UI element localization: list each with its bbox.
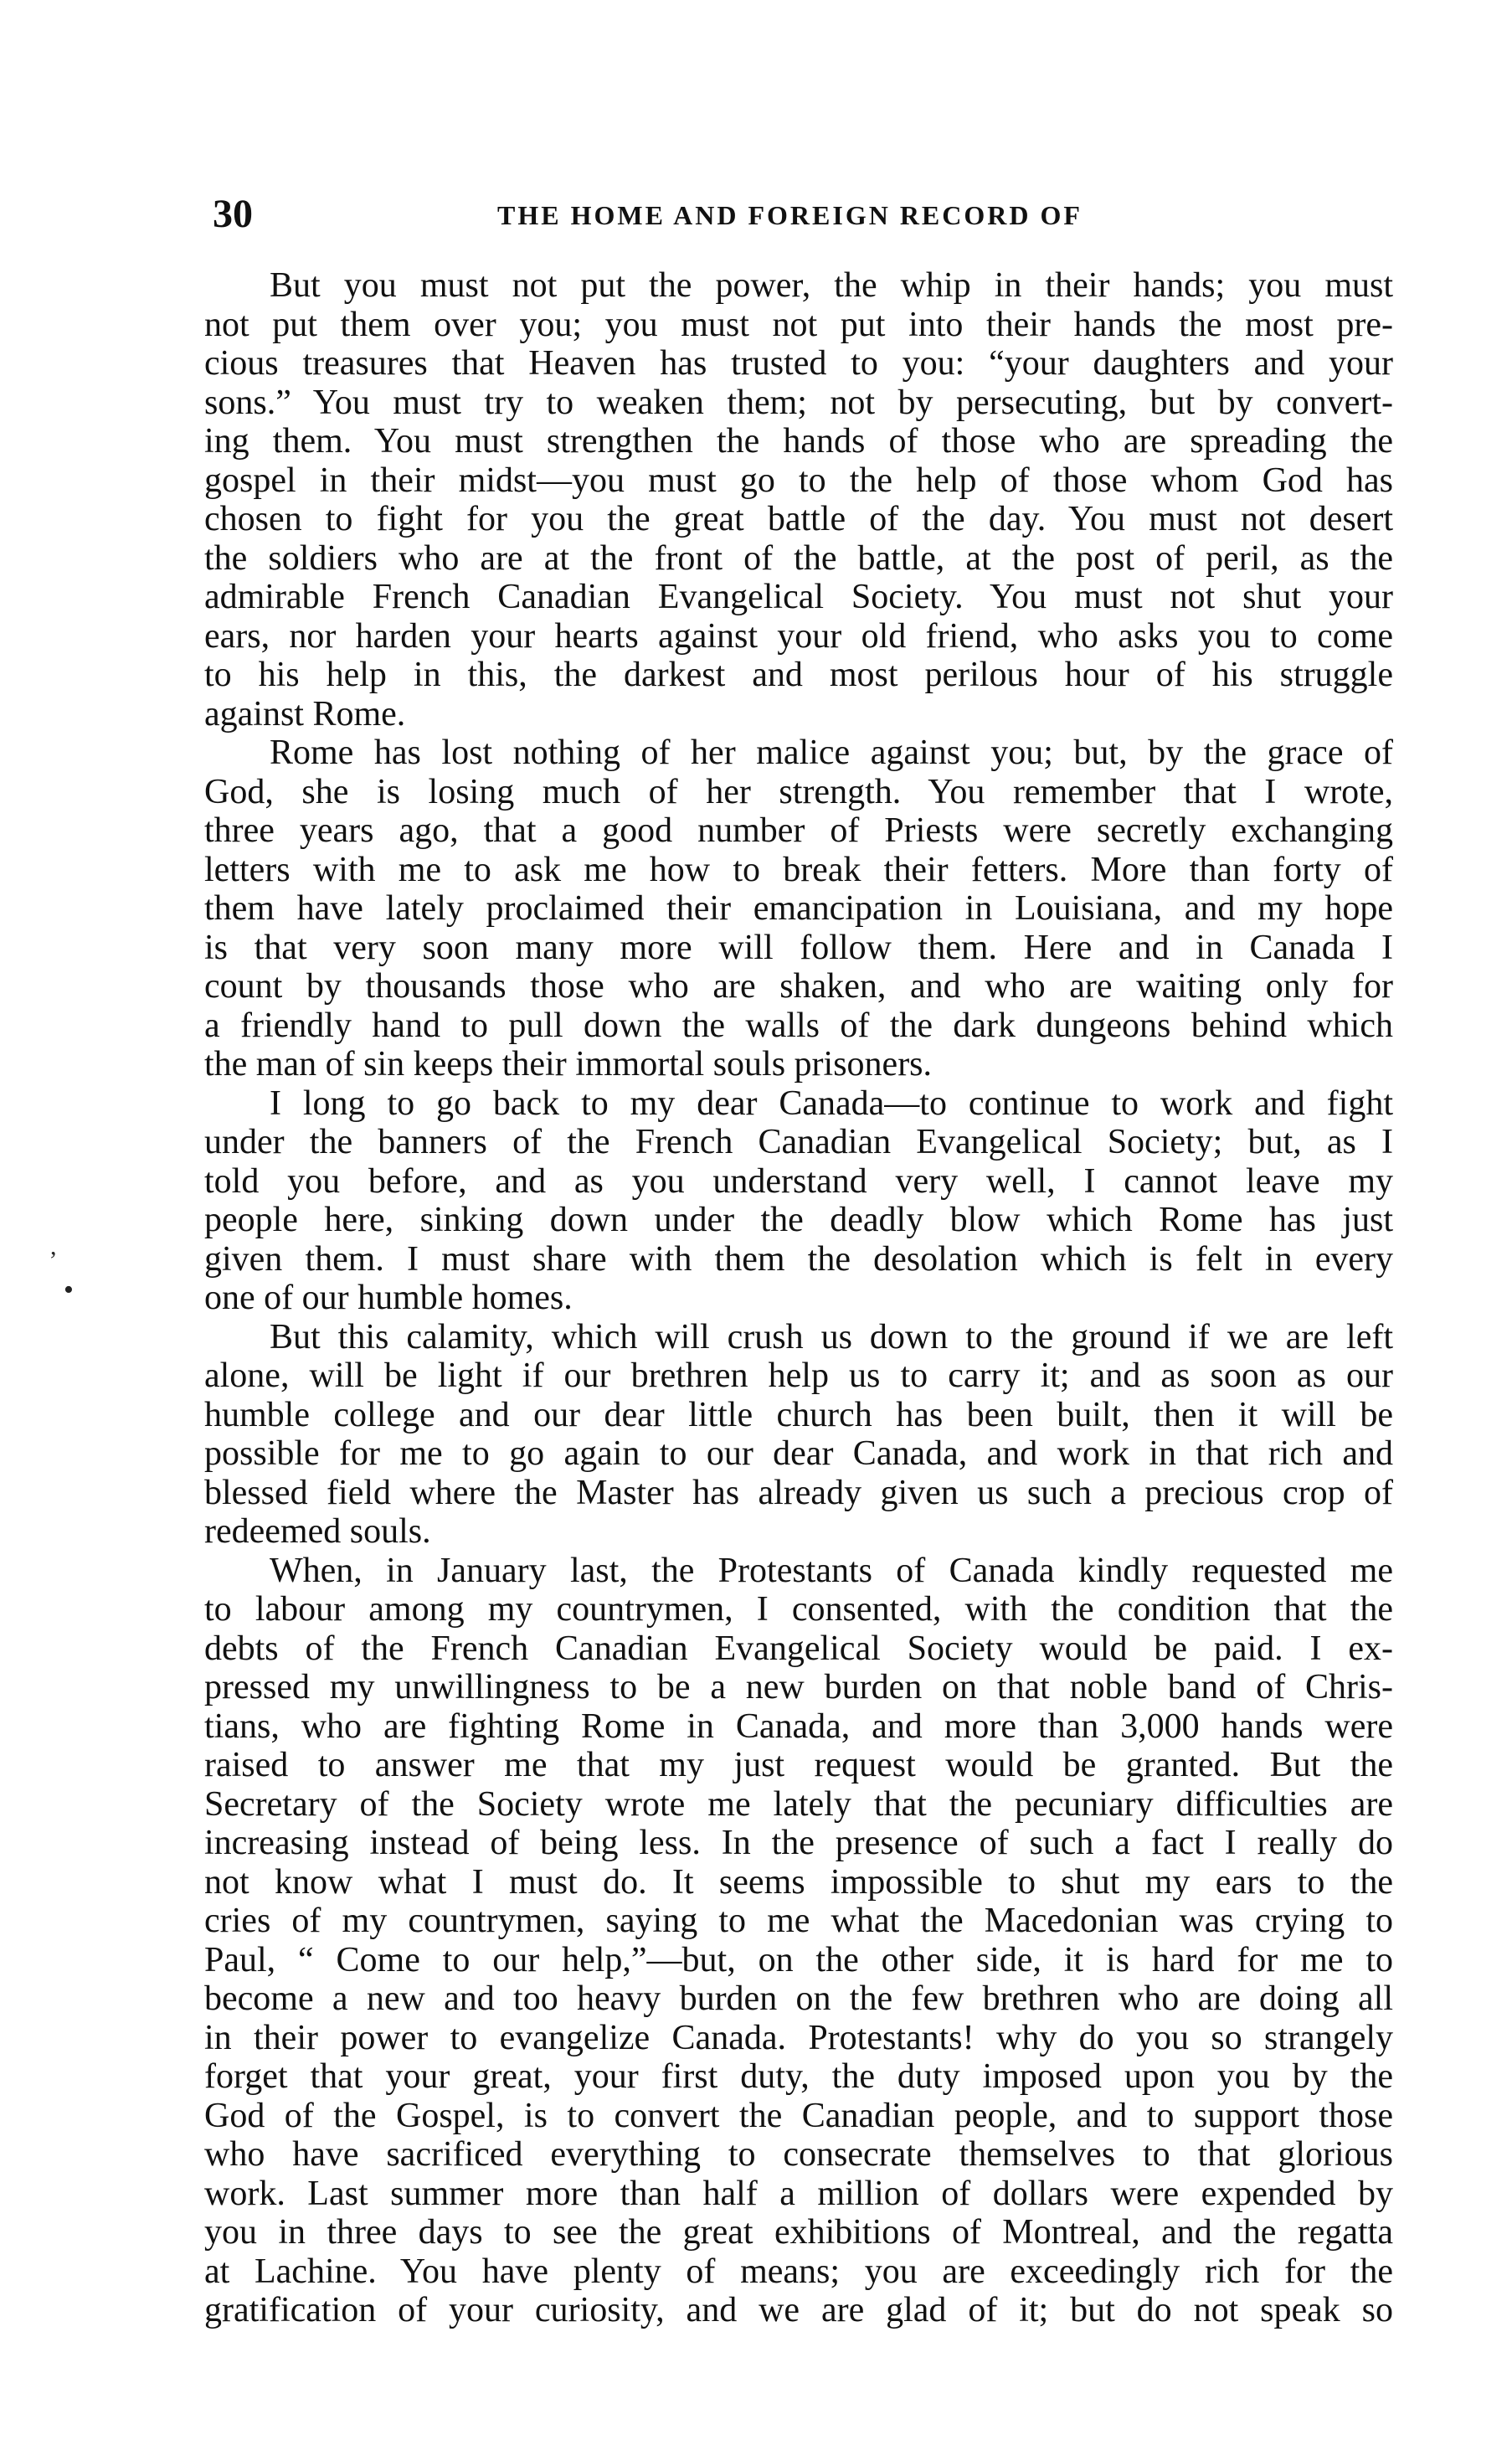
- text-line: not put them over you; you must not put into their hands the most pre-: [204, 305, 1393, 344]
- text-line: ing them. You must strengthen the hands of those who are spreading the: [204, 422, 1393, 461]
- text-line: become a new and too heavy burden on the few brethren who are doing all: [204, 1979, 1393, 2018]
- text-line: the soldiers who are at the front of the battle, at the post of peril, as the: [204, 538, 1393, 578]
- text-line: to labour among my countrymen, I consented, with the condition that the: [204, 1590, 1393, 1629]
- text-line: Secretary of the Society wrote me lately that the pecuniary difficulties are: [204, 1784, 1393, 1824]
- body-text: [204, 266, 1393, 2369]
- text-line: blessed field where the Master has already given us such a precious crop of: [204, 1473, 1393, 1512]
- text-line: chosen to fight for you the great battle of the day. You must not desert: [204, 500, 1393, 538]
- text-line: in their power to evangelize Canada. Protestants! why do you so strangely: [204, 2018, 1393, 2057]
- text-line: I long to go back to my dear Canada—to continue to work and fight: [270, 1084, 1393, 1123]
- text-line: one of our humble homes.: [204, 1279, 573, 1317]
- text-line: But this calamity, which will crush us down to the ground if we are left: [270, 1317, 1393, 1356]
- text-line: people here, sinking down under the deadly blow which Rome has just: [204, 1201, 1393, 1239]
- text-line: God, she is losing much of her strength. You remember that I wrote,: [204, 772, 1393, 811]
- text-line: the man of sin keeps their immortal souls prisoners.: [204, 1045, 933, 1084]
- text-line: at Lachine. You have plenty of means; you are exceedingly rich for the: [204, 2252, 1393, 2291]
- text-line: tians, who are fighting Rome in Canada, and more than 3,000 hands were: [204, 1706, 1393, 1746]
- text-line: cious treasures that Heaven has trusted to you: “your daughters and your: [204, 344, 1393, 383]
- text-line: Paul, “ Come to our help,”—but, on the other side, it is hard for me to: [204, 1940, 1393, 1979]
- text-line: When, in January last, the Protestants of Canada kindly requested me: [270, 1551, 1393, 1590]
- text-line: forget that your great, your first duty, the duty imposed upon you by the: [204, 2057, 1393, 2096]
- text-line: humble college and our dear little church has been built, then it will be: [204, 1395, 1393, 1434]
- text-line: raised to answer me that my just request would be granted. But the: [204, 1746, 1393, 1784]
- text-line: gratification of your curiosity, and we are glad of it; but do not speak so: [204, 2291, 1393, 2329]
- text-line: sons.” You must try to weaken them; not by persecuting, but by convert-: [204, 383, 1393, 422]
- text-line: told you before, and as you understand very well, I cannot leave my: [204, 1161, 1393, 1201]
- running-title: THE HOME AND FOREIGN RECORD OF: [497, 200, 1083, 230]
- text-line: cries of my countrymen, saying to me what the Macedonian was crying to: [204, 1902, 1393, 1940]
- text-line: gospel in their midst—you must go to the help of those whom God has: [204, 461, 1393, 500]
- margin-mark: ,: [50, 1233, 57, 1260]
- text-line: letters with me to ask me how to break their fetters. More than forty of: [204, 850, 1393, 889]
- text-line: [204, 2330, 1393, 2370]
- text-line: debts of the French Canadian Evangelical Society would be paid. I ex-: [204, 1629, 1393, 1668]
- text-line: against Rome.: [204, 694, 406, 734]
- page-number: 30: [213, 192, 253, 236]
- text-line: But you must not put the power, the whip in their hands; you must: [270, 266, 1393, 305]
- text-line: you in three days to see the great exhibitions of Montreal, and the regatta: [204, 2213, 1393, 2252]
- text-line: is that very soon many more will follow them. Here and in Canada I: [204, 928, 1393, 967]
- text-line: God of the Gospel, is to convert the Canadian people, and to support those: [204, 2096, 1393, 2135]
- text-line: alone, will be light if our brethren help us to carry it; and as soon as our: [204, 1356, 1393, 1395]
- text-line: them have lately proclaimed their emancipation in Louisiana, and my hope: [204, 889, 1393, 928]
- text-line: who have sacrificed everything to consecrate themselves to that glorious: [204, 2135, 1393, 2174]
- text-line: possible for me to go again to our dear Canada, and work in that rich and: [204, 1434, 1393, 1473]
- text-line: Rome has lost nothing of her malice against you; but, by the grace of: [270, 734, 1393, 772]
- text-line: count by thousands those who are shaken, and who are waiting only for: [204, 967, 1393, 1006]
- text-line: a friendly hand to pull down the walls of the dark dungeons behind which: [204, 1006, 1393, 1045]
- text-line: admirable French Canadian Evangelical Society. You must not shut your: [204, 578, 1393, 616]
- text-line: ears, nor harden your hearts against your old friend, who asks you to come: [204, 616, 1393, 656]
- text-line: given them. I must share with them the desolation which is felt in every: [204, 1239, 1393, 1279]
- margin-bullet: •: [64, 1274, 74, 1305]
- text-line: increasing instead of being less. In the presence of such a fact I really do: [204, 1824, 1393, 1862]
- text-line: not know what I must do. It seems impossible to shut my ears to the: [204, 1862, 1393, 1902]
- text-line: to his help in this, the darkest and most perilous hour of his struggle: [204, 656, 1393, 694]
- text-line: three years ago, that a good number of Priests were secretly exchanging: [204, 811, 1393, 850]
- text-line: pressed my unwillingness to be a new burden on that noble band of Chris-: [204, 1668, 1393, 1706]
- text-line: under the banners of the French Canadian Evangelical Society; but, as I: [204, 1123, 1393, 1161]
- text-line: redeemed souls.: [204, 1512, 431, 1551]
- page-header: [213, 189, 1401, 239]
- text-line: work. Last summer more than half a million of dollars were expended by: [204, 2174, 1393, 2213]
